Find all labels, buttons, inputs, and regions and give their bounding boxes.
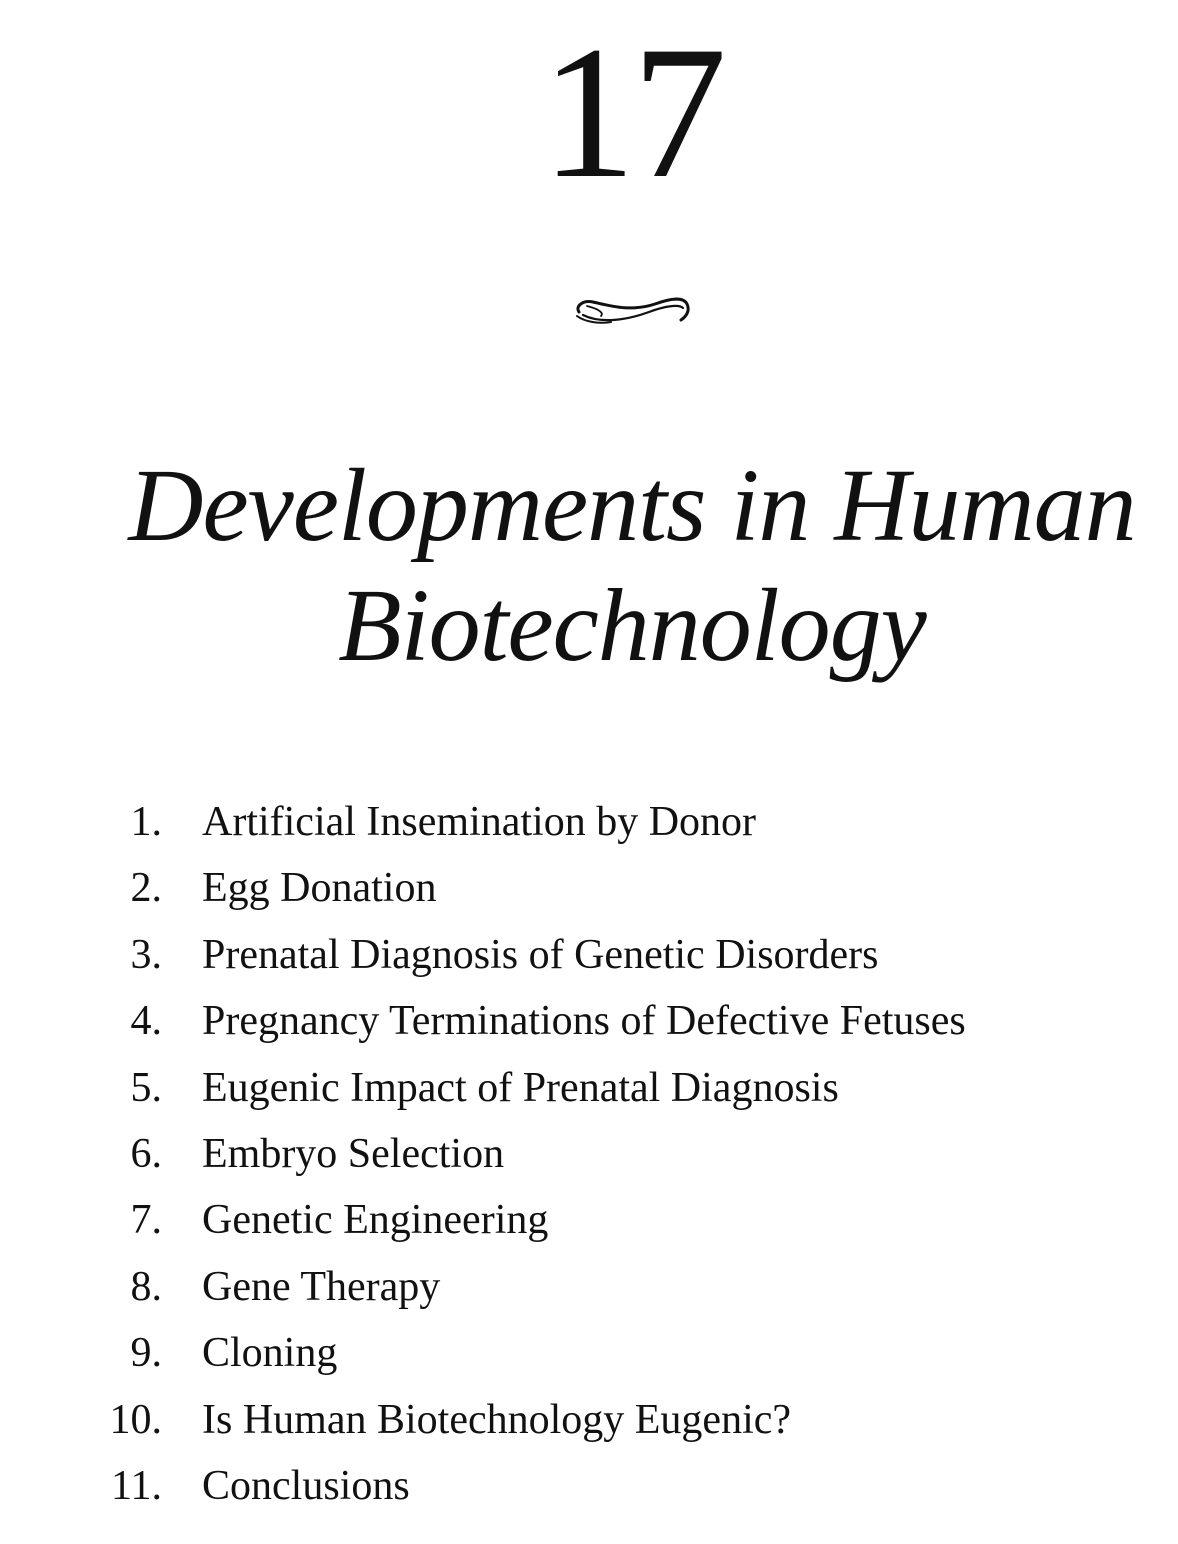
toc-item <box>92 855 966 921</box>
chapter-number: 17 <box>541 8 723 218</box>
toc-item <box>92 922 966 988</box>
toc-item-number: 6. <box>130 1130 162 1177</box>
toc-item-label: Pregnancy Terminations of Defective Fetuses <box>202 998 966 1045</box>
chapter-title-line: Biotechnology <box>338 568 926 683</box>
toc-item-number: 8. <box>130 1263 162 1310</box>
toc-item-number: 3. <box>130 931 162 978</box>
toc-item-label: Gene Therapy <box>202 1263 441 1310</box>
toc-item <box>92 1254 966 1320</box>
toc-item-number: 7. <box>130 1197 162 1244</box>
toc-item-number: 9. <box>130 1330 162 1377</box>
toc-item-label: Cloning <box>202 1330 338 1377</box>
toc-item-number: 4. <box>130 998 162 1045</box>
toc-item-number: 2. <box>130 865 162 912</box>
toc-item <box>92 1055 966 1121</box>
toc-item-number: 1. <box>130 799 162 845</box>
toc-item-label: Egg Donation <box>202 865 437 912</box>
toc-item <box>92 1121 966 1187</box>
chapter-title-line: Developments in Human <box>128 448 1136 563</box>
toc-item <box>92 789 966 855</box>
toc-item-label: Eugenic Impact of Prenatal Diagnosis <box>202 1064 839 1111</box>
swash-ornament-icon <box>571 282 695 332</box>
toc-item <box>92 1187 966 1253</box>
toc-item-number: 10. <box>109 1396 162 1443</box>
chapter-title <box>0 446 1178 686</box>
chapter-contents-list <box>92 789 966 1519</box>
toc-item <box>92 1387 966 1453</box>
toc-item-label: Conclusions <box>202 1462 410 1509</box>
toc-item-label: Embryo Selection <box>202 1130 505 1177</box>
toc-item-label: Prenatal Diagnosis of Genetic Disorders <box>202 931 879 978</box>
toc-item <box>92 1453 966 1519</box>
toc-item-label: Is Human Biotechnology Eugenic? <box>202 1396 792 1443</box>
toc-item-number: 5. <box>130 1064 162 1111</box>
toc-item-label: Artificial Insemination by Donor <box>202 799 757 845</box>
toc-item-number: 11. <box>111 1462 162 1509</box>
toc-item-label: Genetic Engineering <box>202 1197 549 1244</box>
toc-item <box>92 1320 966 1386</box>
toc-item <box>92 988 966 1054</box>
